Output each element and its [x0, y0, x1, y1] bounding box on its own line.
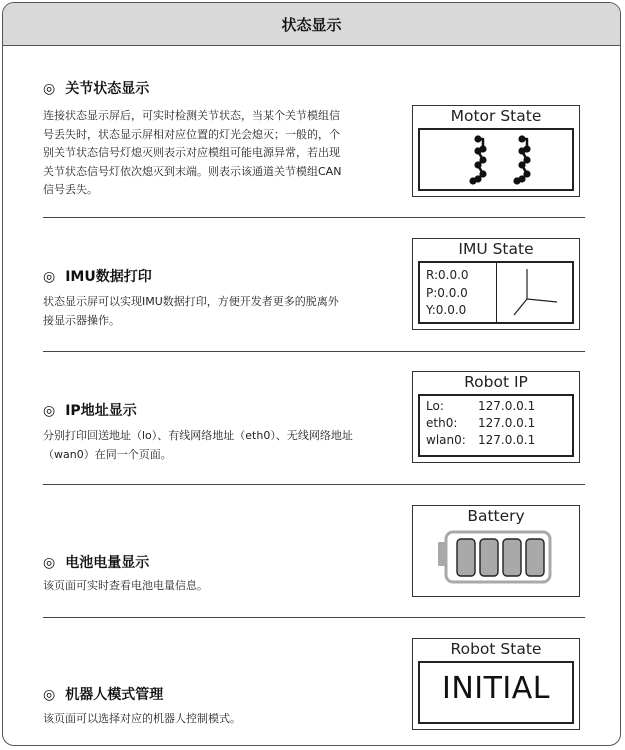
- imu-values: [426, 267, 469, 320]
- bullseye-icon: ◎: [43, 81, 56, 97]
- imu-roll: R:0.0.0: [426, 268, 469, 282]
- panel-title: IMU State: [458, 240, 534, 258]
- section-title: ◎ 电池电量显示: [43, 555, 150, 571]
- divider: [43, 617, 585, 618]
- robot-ip-panel: [412, 371, 580, 463]
- motor-state-screen: [418, 128, 574, 191]
- panel-title: Robot IP: [464, 373, 528, 391]
- section-description: 连接状态显示屏后，可实时检测关节状态，当某个关节模组信号丢失时，状态显示屏相对应位置的灯光会熄灭；一般的，个别关节状态信号灯熄灭则表示对应模组可能电源异常，若出现关节状态信号灯依次熄灭到末端。则表示该通道关节模组CAN信号丢失。: [43, 109, 342, 196]
- section-description: 该页面可以选择对应的机器人控制模式。: [43, 712, 241, 725]
- battery-icon: [413, 528, 579, 594]
- panel-title: Motor State: [450, 107, 542, 125]
- imu-state-screen: [418, 261, 574, 324]
- battery-cell: [457, 539, 475, 576]
- battery-panel: [412, 505, 580, 597]
- robot-state-screen: [418, 661, 574, 724]
- battery-cell: [526, 539, 544, 576]
- bullseye-icon: ◎: [43, 269, 56, 285]
- status-display-card: [2, 2, 621, 746]
- panel-title: Robot State: [450, 640, 542, 658]
- divider: [43, 484, 585, 485]
- ip-row-eth0: eth0: 127.0.0.1: [426, 416, 536, 430]
- section-description: 该页面可实时查看电池电量信息。: [43, 579, 208, 592]
- motor-state-panel: [412, 105, 580, 197]
- divider: [43, 217, 585, 218]
- section-description: 状态显示屏可以实现IMU数据打印，方便开发者更多的脱离外接显示器操作。: [43, 295, 339, 327]
- robot-mode-value: INITIAL: [441, 671, 551, 706]
- section-description: 分别打印回送地址（lo）、有线网络地址（eth0）、无线网络地址（wan0）在同一个页面。: [43, 429, 353, 461]
- axes-icon: [497, 263, 567, 324]
- ip-row-lo: Lo: 127.0.0.1: [426, 399, 536, 413]
- imu-state-panel: [412, 238, 580, 330]
- section-title: ◎ IP地址显示: [43, 403, 137, 419]
- bullseye-icon: ◎: [43, 403, 56, 419]
- bullseye-icon: ◎: [43, 555, 56, 571]
- section-title: ◎ 关节状态显示: [43, 81, 150, 97]
- ip-row-wlan0: wlan0: 127.0.0.1: [426, 433, 536, 447]
- panel-title: Battery: [467, 507, 525, 525]
- section-title: ◎ IMU数据打印: [43, 269, 152, 285]
- robot-ip-screen: [418, 394, 574, 457]
- divider: [43, 351, 585, 352]
- battery-cell: [503, 539, 521, 576]
- imu-yaw: Y:0.0.0: [426, 303, 467, 317]
- section-title: ◎ 机器人模式管理: [43, 687, 164, 703]
- page-title: 状态显示: [3, 3, 620, 46]
- bullseye-icon: ◎: [43, 687, 56, 703]
- battery-cell: [480, 539, 498, 576]
- joint-chain-icon: [420, 130, 574, 191]
- robot-state-panel: [412, 638, 580, 730]
- imu-pitch: P:0.0.0: [426, 285, 468, 300]
